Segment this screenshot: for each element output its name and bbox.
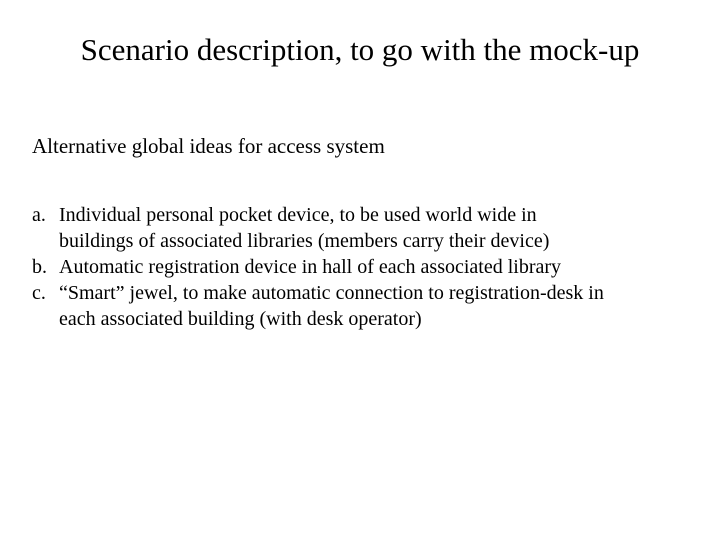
list-item-line: Individual personal pocket device, to be used world wide in xyxy=(59,204,537,226)
alternatives-list xyxy=(32,202,718,332)
list-item-line: each associated building (with desk operator) xyxy=(59,308,422,330)
list-marker: a. xyxy=(32,204,46,226)
list-marker: b. xyxy=(32,256,47,278)
slide-title: Scenario description, to go with the mock-up xyxy=(80,32,640,67)
slide-subtitle: Alternative global ideas for access system xyxy=(32,134,385,158)
list-item-b xyxy=(32,254,718,280)
list-item-line: “Smart” jewel, to make automatic connection to registration-desk in xyxy=(59,282,604,304)
list-item-a xyxy=(32,202,718,254)
list-marker: c. xyxy=(32,282,46,304)
list-item-c xyxy=(32,280,718,332)
list-item-line: buildings of associated libraries (members carry their device) xyxy=(59,230,550,252)
list-item-line: Automatic registration device in hall of each associated library xyxy=(59,256,562,278)
